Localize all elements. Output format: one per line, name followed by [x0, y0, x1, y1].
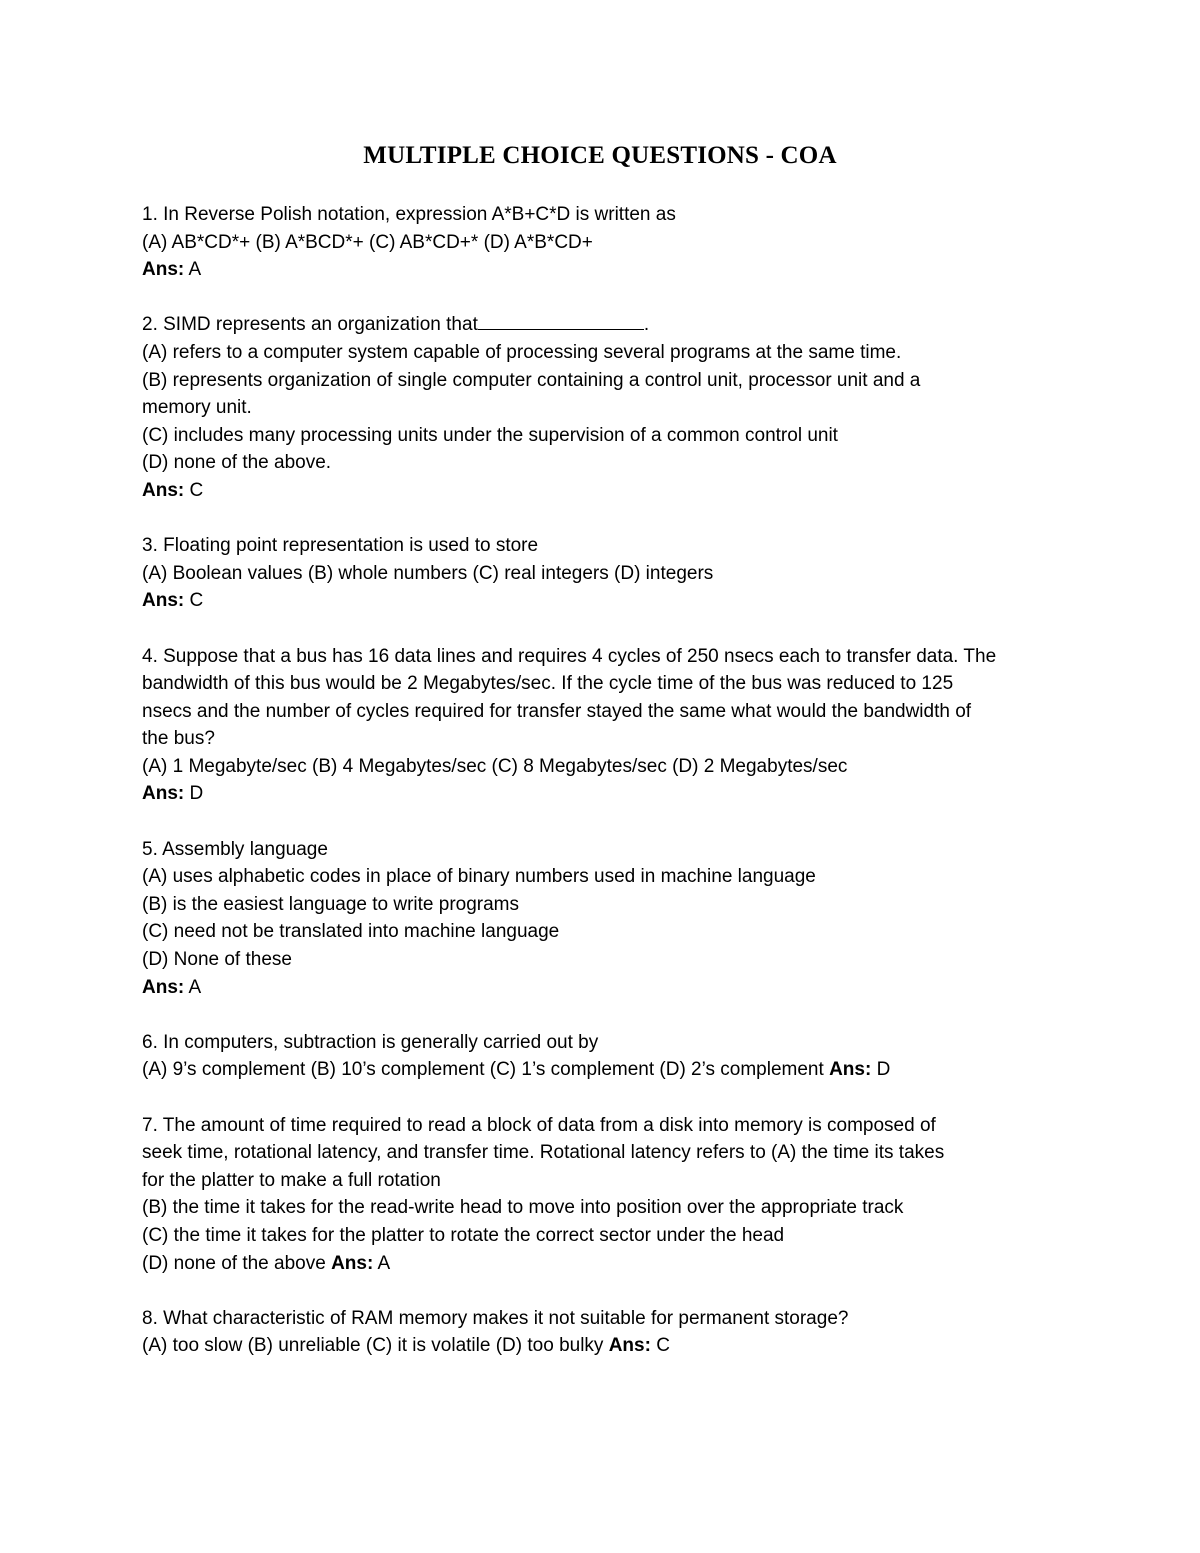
answer-label: Ans: — [142, 976, 185, 998]
option-b: (B) represents organization of single computer containing a control unit, processor unit and a — [142, 369, 921, 391]
question-options: (A) Boolean values (B) whole numbers (C) real integers (D) integers — [142, 562, 714, 584]
question-6 — [142, 1029, 1072, 1084]
question-options: (A) 9’s complement (B) 10’s complement (C) 1’s complement (D) 2’s complement — [142, 1059, 824, 1081]
option-b: (B) the time it takes for the read-write head to move into position over the appropriate track — [142, 1197, 904, 1219]
answer-value: A — [188, 976, 202, 998]
question-stem-continued: seek time, rotational latency, and transfer time. Rotational latency refers to (A) the time its takes — [142, 1142, 945, 1164]
question-options: (A) AB*CD*+ (B) A*BCD*+ (C) AB*CD+* (D) A*B*CD+ — [142, 231, 593, 253]
answer-line — [142, 477, 1072, 505]
question-stem: 6. In computers, subtraction is generally carried out by — [142, 1031, 599, 1053]
fill-in-blank — [478, 311, 644, 330]
answer-value: C — [189, 479, 204, 501]
answer-label: Ans: — [331, 1252, 374, 1274]
question-options: (A) 1 Megabyte/sec (B) 4 Megabytes/sec (C) 8 Megabytes/sec (D) 2 Megabytes/sec — [142, 755, 848, 777]
options-and-answer-line — [142, 1332, 1072, 1360]
question-stem-continued: nsecs and the number of cycles required for transfer stayed the same what would the bandwidth of — [142, 700, 972, 722]
question-4 — [142, 643, 1072, 809]
question-stem-continued: bandwidth of this bus would be 2 Megabytes/sec. If the cycle time of the bus was reduced to 125 — [142, 673, 954, 695]
option-d: (D) none of the above — [142, 1252, 326, 1274]
question-3 — [142, 532, 1072, 615]
question-stem-continued: for the platter to make a full rotation — [142, 1169, 441, 1191]
question-8 — [142, 1305, 1072, 1360]
answer-value: D — [189, 783, 204, 805]
question-stem — [142, 311, 1072, 339]
question-stem: 1. In Reverse Polish notation, expression A*B+C*D is written as — [142, 204, 676, 225]
question-stem: 8. What characteristic of RAM memory makes it not suitable for permanent storage? — [142, 1307, 849, 1329]
question-stem-continued: the bus? — [142, 728, 215, 750]
option-d: (D) none of the above. — [142, 452, 332, 474]
option-b-continued: memory unit. — [142, 397, 252, 419]
question-7 — [142, 1112, 1072, 1278]
answer-line — [142, 256, 1072, 284]
stem-text: 2. SIMD represents an organization that — [142, 314, 478, 336]
questions-list — [142, 201, 1072, 1388]
option-c: (C) need not be translated into machine language — [142, 921, 560, 943]
answer-value: C — [189, 590, 204, 612]
answer-label: Ans: — [142, 590, 185, 612]
question-1 — [142, 201, 1072, 284]
option-c: (C) includes many processing units under the supervision of a common control unit — [142, 424, 838, 446]
question-stem: 4. Suppose that a bus has 16 data lines and requires 4 cycles of 250 nsecs each to transfer data. The — [142, 645, 997, 667]
answer-label: Ans: — [829, 1059, 872, 1081]
answer-line — [142, 587, 1072, 615]
option-a: (A) refers to a computer system capable of processing several programs at the same time. — [142, 341, 902, 363]
answer-value: D — [876, 1059, 891, 1081]
question-stem: 3. Floating point representation is used to store — [142, 535, 539, 557]
option-d: (D) None of these — [142, 949, 292, 971]
options-and-answer-line — [142, 1056, 1072, 1084]
answer-value: A — [188, 259, 202, 281]
option-a: (A) uses alphabetic codes in place of binary numbers used in machine language — [142, 866, 816, 888]
question-2 — [142, 311, 1072, 504]
stem-end: . — [643, 314, 650, 336]
question-stem: 7. The amount of time required to read a block of data from a disk into memory is composed of — [142, 1114, 936, 1136]
answer-value: A — [377, 1252, 391, 1274]
answer-line — [142, 780, 1072, 808]
question-options: (A) too slow (B) unreliable (C) it is volatile (D) too bulky — [142, 1335, 604, 1357]
question-5 — [142, 836, 1072, 1002]
answer-label: Ans: — [142, 259, 185, 281]
answer-value: C — [656, 1335, 670, 1357]
answer-label: Ans: — [142, 479, 185, 501]
option-c: (C) the time it takes for the platter to rotate the correct sector under the head — [142, 1224, 785, 1246]
option-b: (B) is the easiest language to write programs — [142, 893, 520, 915]
option-d-and-answer-line — [142, 1250, 1072, 1278]
answer-label: Ans: — [142, 783, 185, 805]
answer-label: Ans: — [608, 1335, 651, 1357]
answer-line — [142, 974, 1072, 1002]
page-title: MULTIPLE CHOICE QUESTIONS - COA — [363, 142, 837, 169]
question-stem: 5. Assembly language — [142, 838, 328, 860]
